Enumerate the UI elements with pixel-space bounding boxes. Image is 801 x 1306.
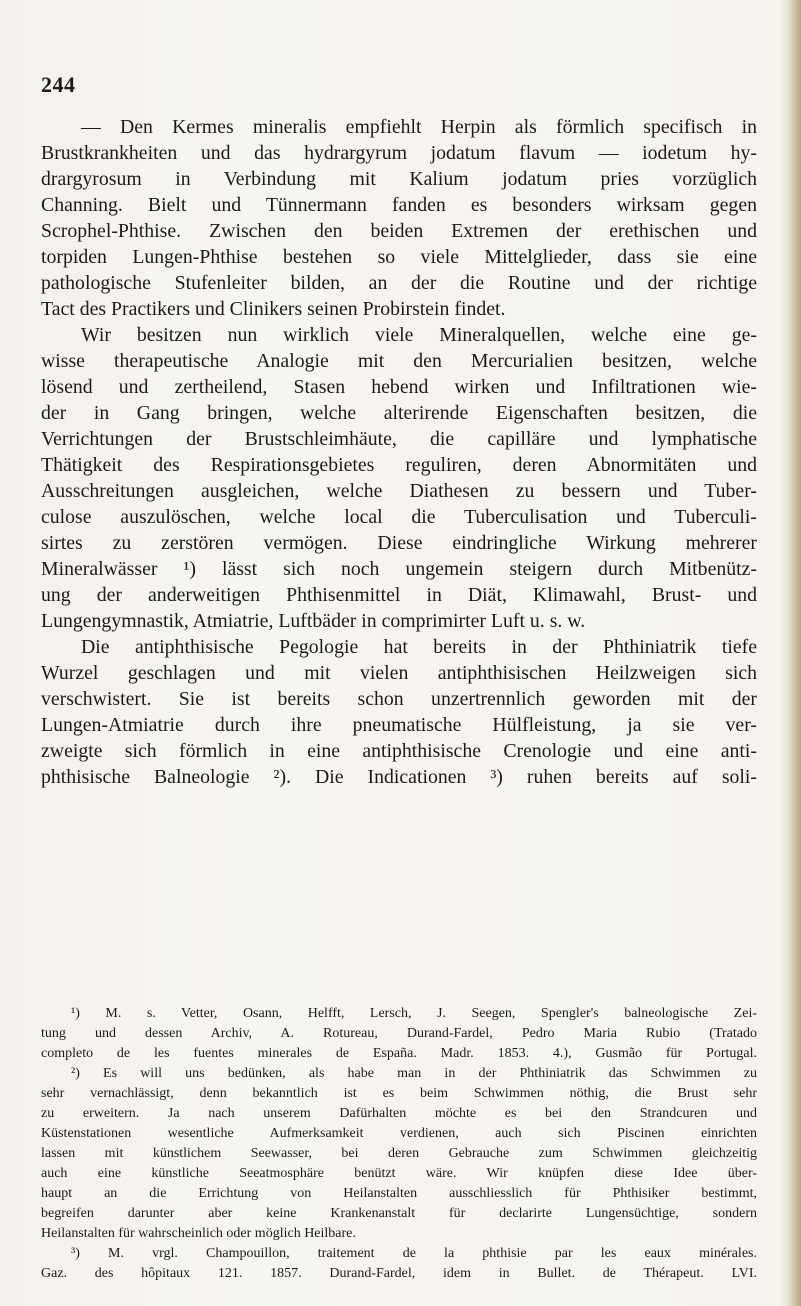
footnote-line: zu erweitern. Ja nach unserem Dafürhalten möchte es bei den Strandcuren und (41, 1106, 757, 1121)
body-line: culose auszulöschen, welche local die Tuberculisation und Tuberculi- (41, 506, 757, 528)
body-line: der in Gang bringen, welche alterirende Eigenschaften besitzen, die (41, 402, 757, 424)
footnote-line: tung und dessen Archiv, A. Rotureau, Durand-Fardel, Pedro Maria Rubio (Tratado (41, 1026, 757, 1041)
body-line: sirtes zu zerstören vermögen. Diese eindringliche Wirkung mehrerer (41, 532, 757, 554)
footnote-line: ¹) M. s. Vetter, Osann, Helfft, Lersch, J. Seegen, Spengler's balneologische Zei- (71, 1006, 757, 1021)
body-line: Thätigkeit des Respirationsgebietes reguliren, deren Abnormitäten und (41, 454, 757, 476)
body-line: Lungen-Atmiatrie durch ihre pneumatische Hülfleistung, ja sie ver- (41, 714, 757, 736)
footnote-line: auch eine künstliche Seeatmosphäre benützt wäre. Wir knüpfen diese Idee über- (41, 1166, 757, 1181)
body-line: phthisische Balneologie ²). Die Indicationen ³) ruhen bereits auf soli- (41, 766, 757, 788)
body-line: Brustkrankheiten und das hydrargyrum jodatum flavum — iodetum hy- (41, 142, 757, 164)
body-line: Channing. Bielt und Tünnermann fanden es besonders wirksam gegen (41, 194, 757, 216)
body-line: Lungengymnastik, Atmiatrie, Luftbäder in comprimirter Luft u. s. w. (41, 610, 586, 632)
body-line: drargyrosum in Verbindung mit Kalium jodatum pries vorzüglich (41, 168, 757, 190)
footnote-line: haupt an die Errichtung von Heilanstalten ausschliesslich für Phthisiker bestimmt, (41, 1186, 757, 1201)
body-line: pathologische Stufenleiter bilden, an der die Routine und der richtige (41, 272, 757, 294)
body-line: Tact des Practikers und Clinikers seinen Probirstein findet. (41, 298, 506, 320)
body-line: Die antiphthisische Pegologie hat bereits in der Phthiniatrik tiefe (81, 636, 757, 658)
footnotes (41, 1004, 757, 1284)
footnote-line: Küstenstationen wesentliche Aufmerksamkeit verdienen, auch sich Piscinen einrichten (41, 1126, 757, 1141)
body-line: ung der anderweitigen Phthisenmittel in Diät, Klimawahl, Brust- und (41, 584, 757, 606)
body-line: Verrichtungen der Brustschleimhäute, die capilläre und lymphatische (41, 428, 757, 450)
body-line: zweigte sich förmlich in eine antiphthisische Crenologie und eine anti- (41, 740, 757, 762)
footnote-line: ³) M. vrgl. Champouillon, traitement de la phthisie par les eaux minérales. (71, 1246, 757, 1261)
footnote-line: Heilanstalten für wahrscheinlich oder möglich Heilbare. (41, 1226, 356, 1241)
page-edge-shadow (779, 0, 801, 1306)
body-line: wisse therapeutische Analogie mit den Mercurialien besitzen, welche (41, 350, 757, 372)
body-line: verschwistert. Sie ist bereits schon unzertrennlich geworden mit der (41, 688, 757, 710)
body-line: torpiden Lungen-Phthise bestehen so viele Mittelglieder, dass sie eine (41, 246, 757, 268)
body-line: Scrophel-Phthise. Zwischen den beiden Extremen der erethischen und (41, 220, 757, 242)
footnote-line: begreifen darunter aber keine Krankenanstalt für declarirte Lungensüchtige, sondern (41, 1206, 757, 1221)
footnote-line: lassen mit künstlichem Seewasser, bei deren Gebrauche zum Schwimmen gleichzeitig (41, 1146, 757, 1161)
footnote-line: ²) Es will uns bedünken, als habe man in der Phthiniatrik das Schwimmen zu (71, 1066, 757, 1081)
footnote-line: sehr vernachlässigt, denn bekanntlich ist es beim Schwimmen nöthig, die Brust sehr (41, 1086, 757, 1101)
body-line: — Den Kermes mineralis empfiehlt Herpin als förmlich specifisch in (81, 116, 757, 138)
body-line: Wir besitzen nun wirklich viele Mineralquellen, welche eine ge- (81, 324, 757, 346)
body-line: Ausschreitungen ausgleichen, welche Diathesen zu bessern und Tuber- (41, 480, 757, 502)
body-line: Mineralwässer ¹) lässt sich noch ungemein steigern durch Mitbenütz- (41, 558, 757, 580)
footnote-line: Gaz. des hôpitaux 121. 1857. Durand-Fardel, idem in Bullet. de Thérapeut. LVI. (41, 1266, 757, 1281)
page-number: 244 (41, 72, 76, 97)
body-line: lösend und zertheilend, Stasen hebend wirken und Infiltrationen wie- (41, 376, 757, 398)
main-text (41, 114, 757, 790)
footnote-line: completo de les fuentes minerales de España. Madr. 1853. 4.), Gusmão für Portugal. (41, 1046, 757, 1061)
body-line: Wurzel geschlagen und mit vielen antiphthisischen Heilzweigen sich (41, 662, 757, 684)
